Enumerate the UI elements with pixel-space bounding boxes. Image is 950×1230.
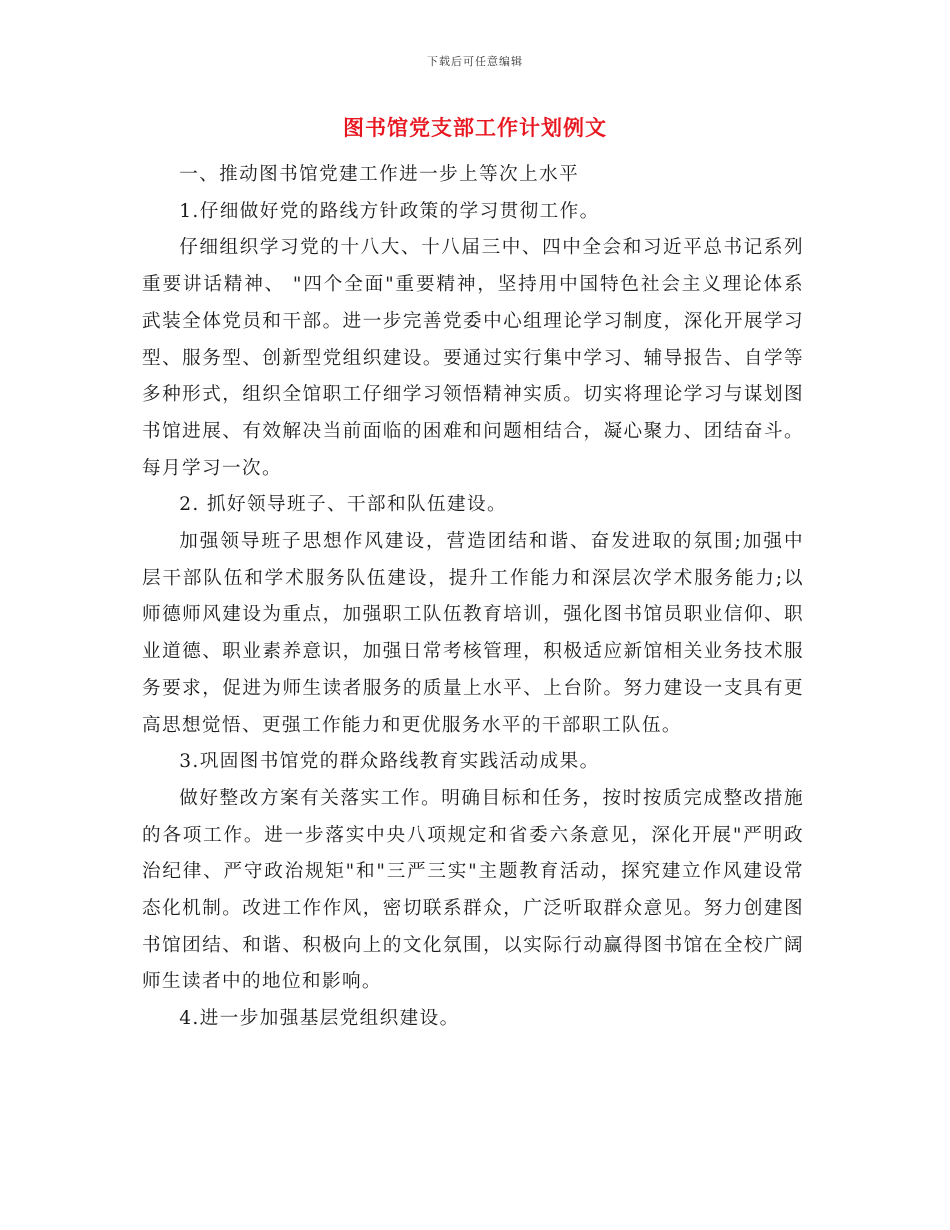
download-note: 下载后可任意编辑 xyxy=(427,55,523,68)
item-heading-3: 3.巩固图书馆党的群众路线教育实践活动成果。 xyxy=(179,751,600,773)
body-paragraph-2: 加强领导班子思想作风建设，营造团结和谐、奋发进取的氛围;加强中层干部队伍和学术服务队伍建设，提升工作能力和深层次学术服务能力;以师德师风建设为重点，加强职工队伍教育培训，强化图书馆员职业信仰、职业道德、职业素养意识，加强日常考核管理，积极适应新馆相关业务技术服务要求，促进为师生读者服务的质量上水平、上台阶。努力建设一支具有更高思想觉悟、更强工作能力和更优服务水平的干部职工队伍。 xyxy=(142,531,804,736)
item-heading-4: 4.进一步加强基层党组织建设。 xyxy=(179,1008,460,1030)
document-title: 图书馆党支部工作计划例文 xyxy=(343,115,607,140)
item-heading-2: 2. 抓好领导班子、干部和队伍建设。 xyxy=(179,494,507,516)
body-paragraph-1: 仔细组织学习党的十八大、十八届三中、四中全会和习近平总书记系列重要讲话精神、 "四个全面"重要精神，坚持用中国特色社会主义理论体系武装全体党员和干部。进一步完善党委中心组理论学习制度，深化开展学习型、服务型、创新型党组织建设。要通过实行集中学习、辅导报告、自学等多种形式，组织全馆职工仔细学习领悟精神实质。切实将理论学习与谋划图书馆进展、有效解决当前面临的困难和问题相结合，凝心聚力、团结奋斗。每月学习一次。 xyxy=(142,237,804,479)
document-body xyxy=(142,157,804,1038)
item-heading-1: 1.仔细做好党的路线方针政策的学习贯彻工作。 xyxy=(179,200,600,222)
body-paragraph-3: 做好整改方案有关落实工作。明确目标和任务，按时按质完成整改措施的各项工作。进一步落实中央八项规定和省委六条意见，深化开展"严明政治纪律、严守政治规矩"和"三严三实"主题教育活动，探究建立作风建设常态化机制。改进工作作风，密切联系群众，广泛听取群众意见。努力创建图书馆团结、和谐、积极向上的文化氛围，以实际行动赢得图书馆在全校广阔师生读者中的地位和影响。 xyxy=(142,787,804,993)
section-heading-1: 一、推动图书馆党建工作进一步上等次上水平 xyxy=(179,164,580,185)
